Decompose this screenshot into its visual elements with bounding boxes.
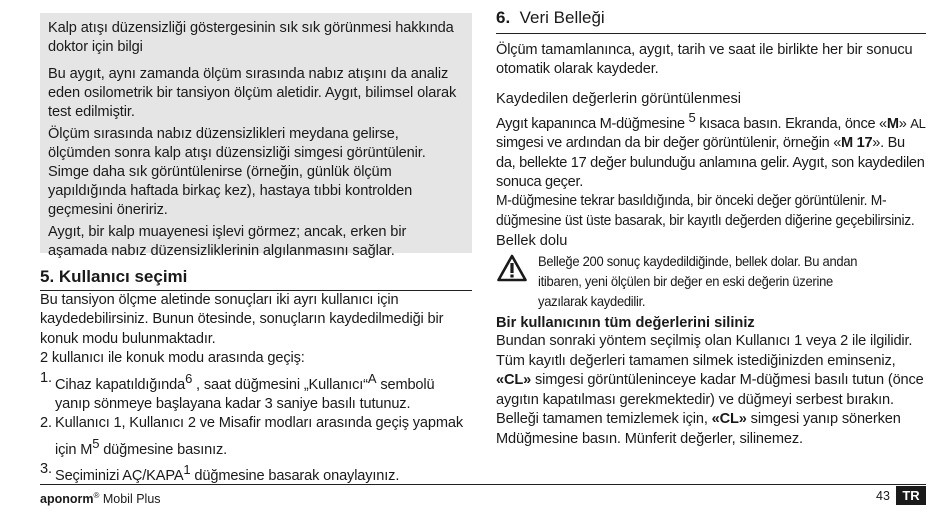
step-number: 1. [40,369,52,386]
subheading-view-values: Kaydedilen değerlerin görüntülenmesi [496,91,742,107]
info-box-title: Kalp atışı düzensizliği göstergesinin sık sık görünmesi hakkında doktor için bilgi [48,20,454,55]
clock-button-ref: 6 [185,370,193,386]
brand-name: aponorm® Mobil Plus [40,491,161,507]
al-symbol: AL [910,115,926,131]
view-values-paragraph-1: Aygıt kapanınca M-düğmesine $^5$ kısaca basın. Ekranda, önce «M» AL simgesi ve ardından da bir değer görüntülenir, örneğin «M 17». Bu da, bellekte 17 değer bulunduğu anlamına gelir. Aygıt, son kaydedilen sonuca geçer. [496,110,926,191]
delete-all-text [496,332,926,450]
footer-rule [40,484,926,485]
warning-icon [497,254,527,282]
section-5-body [40,291,472,486]
doctor-info-box [40,13,472,259]
memory-full-warning: Belleğe 200 sonuç kaydedildiğinde, bellek dolar. Bu andan itibaren, yeni ölçülen bir değer en eski değerin üzerine yazılarak kaydedilir. [538,254,858,309]
section-5-intro: Bu tansiyon ölçme aletinde sonuçları iki ayrı kullanıcı için kaydedebilirsiniz. Bunun ötesinde, sonuçların kaydedilmediği bir konuk modu bulunmaktadır. [40,292,444,347]
step-2 [40,414,472,460]
step-3 [40,460,472,486]
language-badge: TR [896,486,926,505]
section-6-heading [496,7,605,29]
subheading-memory-full: Bellek dolu [496,233,568,249]
m-symbol: M [886,115,899,132]
m-button-ref: 5 [688,110,696,125]
steps-list [40,369,472,487]
section-6-rule [496,33,926,34]
section-6-number: 6. [496,8,511,27]
section-5-lead: 2 kullanıcı ile konuk modu arasında geçiş: [40,350,305,367]
info-paragraph-1: Bu aygıt, aynı zamanda ölçüm sırasında nabız atışını da analiz eden osilometrik bir tansiyon ölçüm aletidir. Aygıt, bilimsel olarak test edilmiştir. [48,66,457,120]
step-number: 2. [40,415,52,432]
subheading-delete-all: Bir kullanıcının tüm değerlerini siliniz [496,315,755,331]
m17-symbol: M 17 [841,135,873,152]
step-number: 3. [40,460,52,477]
delete-all-paragraph: Bundan sonraki yöntem seçilmiş olan Kullanıcı 1 veya 2 ile ilgilidir. Tüm kayıtlı değerleri tamamen silmek istediğinizden eminseniz, «CL» simgesi görüntüleninceye kadar M-düğmesi basılı tutun (önce aygıtın kapatılması gerekmektedir) ve düğmeyi serbest bırakın. Belleği tamamen temizlemek için, «CL» simgesi yanıp sönerken Mdüğmesine basın. Münferit değerler, silinemez. [496,333,924,447]
info-paragraph-3: Aygıt, bir kalp muayenesi işlevi görmez; ancak, erken bir aşamada nabız düzensizliklerinin algılanmasını sağlar. [48,224,407,259]
cl-symbol: «CL» [496,372,532,389]
info-paragraph-2: Ölçüm sırasında nabız düzensizlikleri meydana gelirse, ölçümden sonra kalp atışı düzensizliği simgesi görüntülenir. Simge daha sık görüntülenirse (örneğin, günlük ölçüm yapıldığında haftada birkaç kez), hastaya tıbbi kontrolden geçmesini öneririz. [48,126,426,218]
section-6-intro: Ölçüm tamamlanınca, aygıt, tarih ve saat ile birlikte her bir sonucu otomatik olarak kaydeder. [496,42,913,78]
view-values-paragraph-2: M-düğmesine tekrar basıldığında, bir önceki değer görüntülenir. M-düğmesine üst üste basarak, bir kayıtlı değerden diğerine geçebilirsiniz. [496,193,915,229]
section-6-title: Veri Belleği [519,8,605,27]
section-5-heading: 5. Kullanıcı seçimi [40,267,188,286]
step-text: Seçiminizi AÇ/KAPA$^1$ düğmesine basarak onaylayınız. [55,461,400,484]
user-symbol-icon: A [367,370,377,386]
m-button-ref: 5 [92,435,100,451]
cl-symbol: «CL» [711,411,747,428]
power-button-ref: 1 [183,461,191,477]
step-text: Cihaz kapatıldığında$^6$ , saat düğmesini „Kullanıcı“$^A$ sembolü yanıp sönmeye başlayana kadar 3 saniye basılı tutunuz. [55,370,435,412]
view-values-text [496,108,926,231]
step-text: Kullanıcı 1, Kullanıcı 2 ve Misafir modları arasında geçiş yapmak için $M^5$ düğmesine basınız. [55,415,463,458]
page-number: 43 [876,489,890,503]
step-1 [40,369,472,415]
